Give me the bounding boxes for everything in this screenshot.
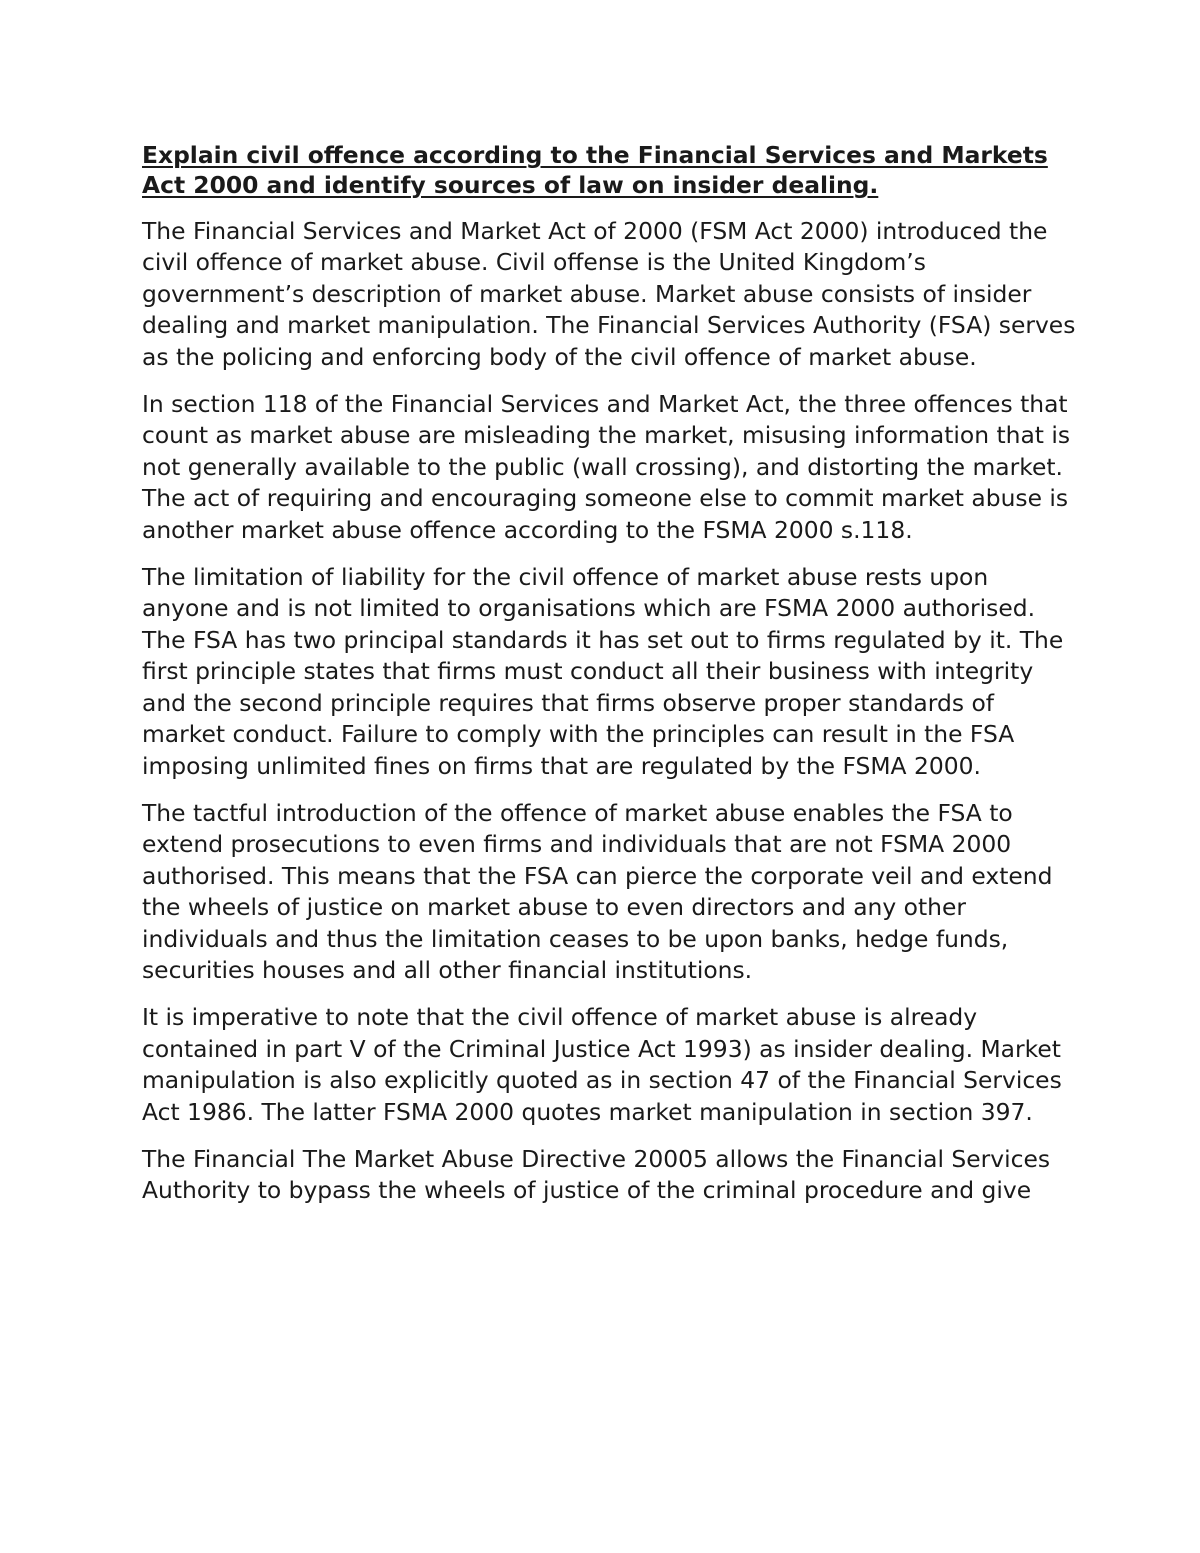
paragraph-5: It is imperative to note that the civil offence of market abuse is already contained in part V of the Criminal Justice Act 1993) as insider dealing. Market manipulation is also explicitly quoted as in section 47 of the Financial Services Act 1986. The latter FSMA 2000 quotes market manipulation in section 397. (142, 1003, 1062, 1126)
paragraph-6: The Financial The Market Abuse Directive 20005 allows the Financial Services Authority to bypass the wheels of justice of the criminal procedure and give (142, 1144, 1051, 1205)
paragraph-2: In section 118 of the Financial Services and Market Act, the three offences that count as market abuse are misleading the market, misusing information that is not generally available to the public (wall crossing), and distorting the market. The act of requiring and encouraging someone else to commit market abuse is another market abuse offence according to the FSMA 2000 s.118. (142, 390, 1071, 544)
paragraph-1: The Financial Services and Market Act of 2000 (FSM Act 2000) introduced the civil offence of market abuse. Civil offense is the United Kingdom’s government’s description of market abuse. Market abuse consists of insider dealing and market manipulation. The Financial Services Authority (FSA) serves as the policing and enforcing body of the civil offence of market abuse. (142, 217, 1076, 371)
paragraph-4: The tactful introduction of the offence of market abuse enables the FSA to extend prosecutions to even firms and individuals that are not FSMA 2000 authorised. This means that the FSA can pierce the corporate veil and extend the wheels of justice on market abuse to even directors and any other individuals and thus the limitation ceases to be upon banks, hedge funds, securities houses and all other financial institutions. (142, 798, 1053, 984)
paragraph-3: The limitation of liability for the civil offence of market abuse rests upon anyone and is not limited to organisations which are FSMA 2000 authorised. The FSA has two principal standards it has set out to firms regulated by it. The first principle states that firms must conduct all their business with integrity and the second principle requires that firms observe proper standards of market conduct. Failure to comply with the principles can result in the FSA imposing unlimited fines on firms that are regulated by the FSMA 2000. (142, 563, 1064, 780)
document-body (142, 140, 1077, 1223)
document-title: Explain civil offence according to the Financial Services and Markets Act 2000 and identify sources of law on insider dealing. (142, 141, 1048, 199)
